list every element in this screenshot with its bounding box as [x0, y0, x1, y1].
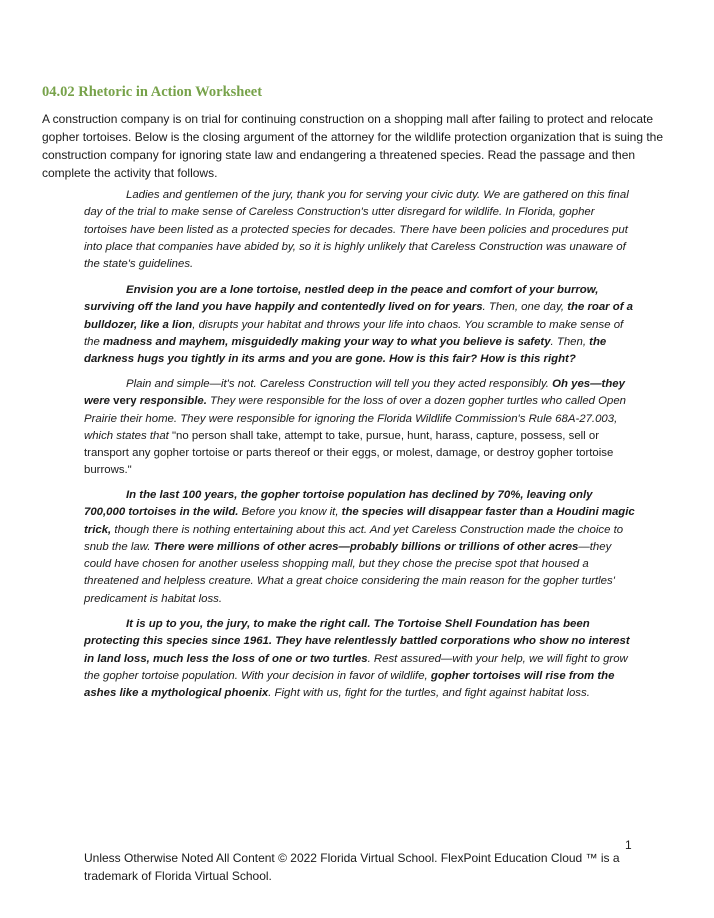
- text-run: . Then, one day,: [482, 301, 568, 314]
- text-run: the species will disappear faster than a Houdini magic trick,: [84, 506, 635, 536]
- worksheet-title: 04.02 Rhetoric in Action Worksheet: [42, 84, 263, 100]
- passage-paragraph-4: [84, 487, 636, 608]
- text-run: the roar of a bulldozer, like a lion: [84, 301, 634, 331]
- passage-paragraph-3: [84, 376, 636, 480]
- text-run: Plain and simple—it's not. Careless Construction will tell you they acted responsibly.: [126, 378, 553, 390]
- passage-paragraph-2: [84, 282, 636, 368]
- text-run: Ladies and gentlemen of the jury, thank you for serving your civic duty. We are gathered on this final day of the trial to make sense of Careless Construction's utter disregard for wildlife. In Florida, gopher tortoises have been listed as a protected species for decades. There have been policies and procedures put into place that companies have abided by, so it is highly unlikely that Careless Construction was unaware of the state's guidelines.: [84, 189, 629, 271]
- text-run: . Fight with us, fight for the turtles, and fight against habitat loss.: [268, 687, 590, 700]
- text-run: Envision you are a lone tortoise, nestled deep in the peace and comfort of your burrow, surviving off the land you have happily and contentedly lived on for years: [84, 284, 599, 314]
- text-run: , disrupts your habitat and throws your life into chaos. You scramble to make sense of the: [84, 318, 624, 348]
- text-run: though there is nothing entertaining about this act. And yet Careless Construction made the choice to snub the law.: [84, 523, 624, 553]
- copyright-footer: Unless Otherwise Noted All Content © 2022 Florida Virtual School. FlexPoint Education Cloud ™ is a trademark of Florida Virtual School.: [84, 851, 620, 883]
- passage-paragraph-5: [84, 616, 636, 702]
- text-run: gopher tortoises will rise from the ashes like a mythological phoenix: [84, 669, 615, 700]
- text-run: Oh yes—they were: [84, 378, 625, 408]
- text-run: the darkness hugs you tightly in its arms and you are gone. How is this fair? How is this right?: [84, 335, 607, 366]
- text-run: There were millions of other acres—probably billions or trillions of other acres: [153, 540, 579, 553]
- text-run: —they could have chosen for another useless shopping mall, but they chose the precise spot that housed a threatened and helpless creature. What a great choice considering the main reason for the gopher turtles' predicament is habitat loss.: [84, 540, 615, 605]
- intro-paragraph: A construction company is on trial for continuing construction on a shopping mall after failing to protect and relocate gopher tortoises. Below is the closing argument of the attorney for the wildlife protection organization that is suing the construction company for ignoring state law and endangering a threatened species. Read the passage and then complete the activity that follows.: [42, 112, 664, 180]
- passage-paragraph-1: [84, 187, 636, 273]
- text-run: . Rest assured—with your help, we will fight to grow the gopher tortoise population. With your decision in favor of wildlife,: [84, 652, 628, 682]
- page-number: 1: [625, 838, 632, 852]
- text-run: In the last 100 years, the gopher tortoise population has declined by 70%, leaving only 700,000 tortoises in the wild.: [84, 489, 593, 519]
- text-run: They were responsible for the loss of over a dozen gopher turtles who called Open Prairie their home. They were responsible for ignoring the Florida Wildlife Commission's Rule 68A-27.003, which states that: [84, 395, 627, 442]
- text-run: . Then,: [550, 335, 590, 348]
- text-run: "no person shall take, attempt to take, pursue, hunt, harass, capture, possess, sell or transport any gopher tortoise or parts thereof or their eggs, or molest, damage, or destroy gopher tortoise burrows.": [84, 429, 614, 477]
- text-run: madness and mayhem, misguidedly making your way to what you believe is safety: [103, 335, 551, 348]
- text-run: responsible.: [136, 395, 207, 408]
- text-run: very: [113, 395, 137, 408]
- text-run: It is up to you, the jury, to make the right call. The Tortoise Shell Foundation has been protecting this species since 1961. They have relentlessly battled corporations who show no interest in land loss, much less the loss of one or two turtles: [84, 618, 630, 665]
- text-run: Before you know it,: [238, 506, 342, 519]
